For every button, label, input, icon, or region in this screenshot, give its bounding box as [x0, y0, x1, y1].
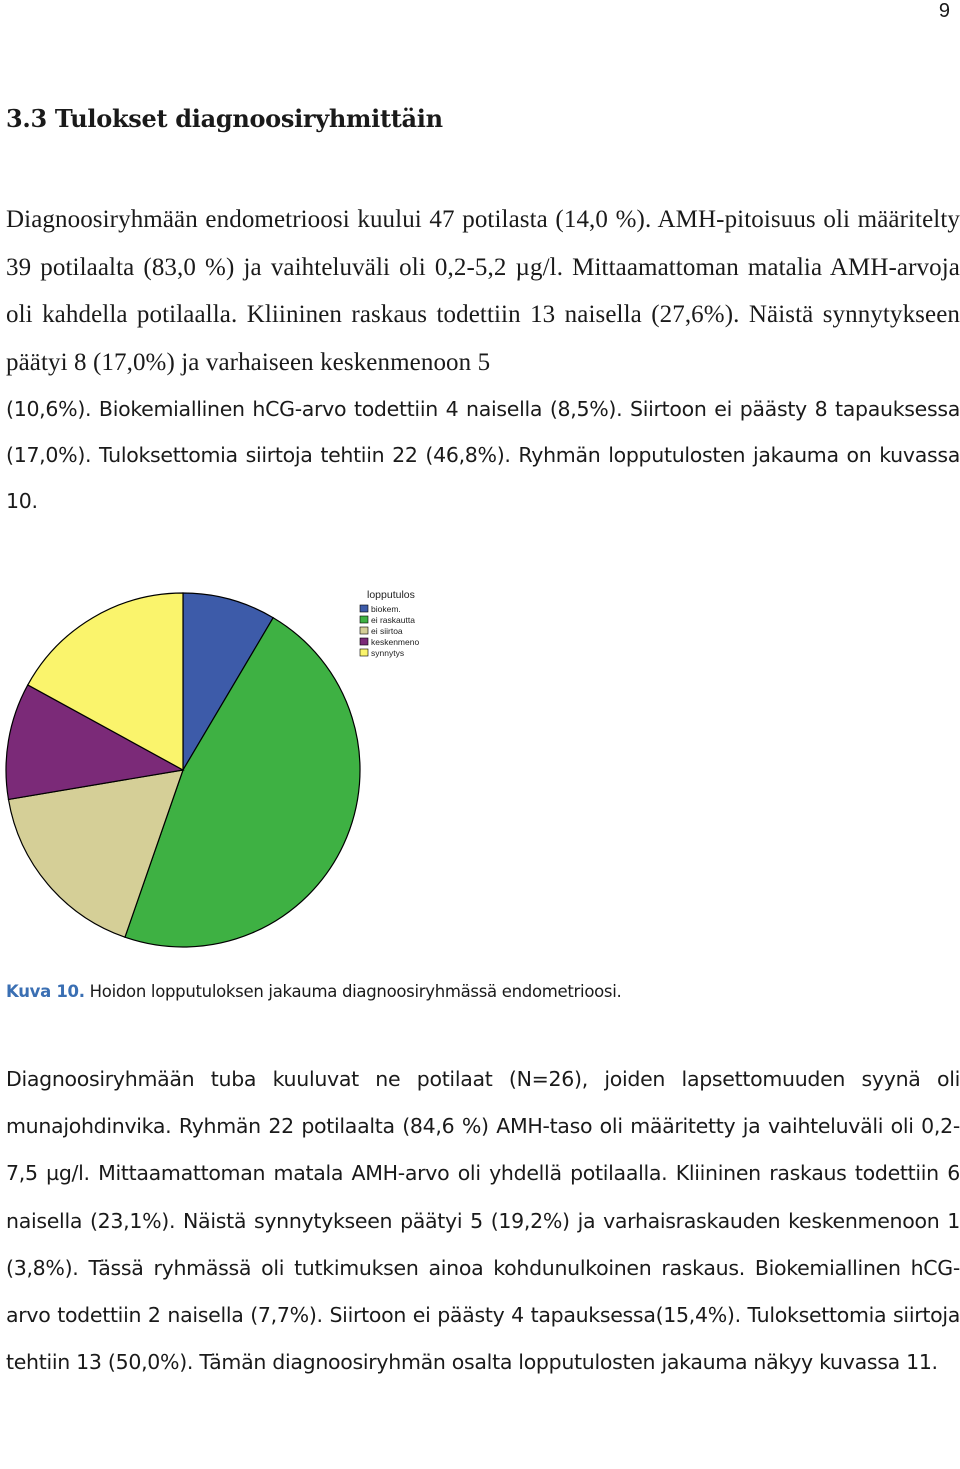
section-heading: 3.3 Tulokset diagnoosiryhmittäin — [6, 104, 443, 133]
figure-label: Kuva 10. — [6, 982, 85, 1001]
legend-title: lopputulos — [367, 589, 415, 601]
page-number: 9 — [938, 0, 950, 22]
paragraph-tuba: Diagnoosiryhmään tuba kuuluvat ne potilaat (N=26), joiden lapsettomuuden syynä oli munajohdinvika. Ryhmän 22 potilaalta (84,6 %) AMH-taso oli määritetty ja vaihteluväli oli 0,2-7,5 µg/l. Mittaamattoman matala AMH-arvo oli yhdellä potilaalla. Kliininen raskaus todettiin 6 naisella (23,1%). Näistä synnytykseen päätyi 5 (19,2%) ja varhaisraskauden keskenmenoon 1 (3,8%). Tässä ryhmässä oli tutkimuksen ainoa kohdunulkoinen raskaus. Biokemiallinen hCG-arvo todettiin 2 naisella (7,7%). Siirtoon ei päästy 4 tapauksessa(15,4%). Tuloksettomia siirtoja tehtiin 13 (50,0%). Tämän diagnoosiryhmän osalta lopputulosten jakauma näkyy kuvassa 11. — [6, 1067, 960, 1375]
legend-label: biokem. — [371, 604, 401, 614]
paragraph-endometriosis-part2: (10,6%). Biokemiallinen hCG-arvo todettiin 4 naisella (8,5%). Siirtoon ei päästy 8 tapauksessa (17,0%). Tuloksettomia siirtoja tehtiin 22 (46,8%). Ryhmän lopputulosten jakauma on kuvassa 10. — [6, 397, 960, 513]
legend-label: ei siirtoa — [371, 626, 403, 636]
legend-label: keskenmeno — [371, 637, 420, 647]
legend-label: ei raskautta — [371, 615, 415, 625]
legend-swatch — [360, 627, 368, 634]
chart-legend — [360, 589, 419, 658]
legend-swatch — [360, 605, 368, 612]
legend-label: synnytys — [371, 648, 405, 658]
outcome-pie-chart — [0, 580, 440, 960]
paragraph-endometriosis-part1: Diagnoosiryhmään endometrioosi kuului 47 potilasta (14,0 %). AMH-pitoisuus oli määritelty 39 potilaalta (83,0 %) ja vaihteluväli oli 0,2-5,2 µg/l. Mittaamattoman matalia AMH-arvoja oli kahdella potilaalla. Kliininen raskaus todettiin 13 naisella (27,6%). Näistä synnytykseen päätyi 8 (17,0%) ja varhaiseen keskenmenoon 5 — [6, 206, 960, 376]
pie-slices — [6, 593, 360, 947]
figure-caption-text: Hoidon lopputuloksen jakauma diagnoosiryhmässä endometrioosi. — [84, 982, 622, 1001]
figure-caption — [6, 982, 621, 1001]
legend-swatch — [360, 616, 368, 623]
legend-swatch — [360, 649, 368, 656]
legend-swatch — [360, 638, 368, 645]
